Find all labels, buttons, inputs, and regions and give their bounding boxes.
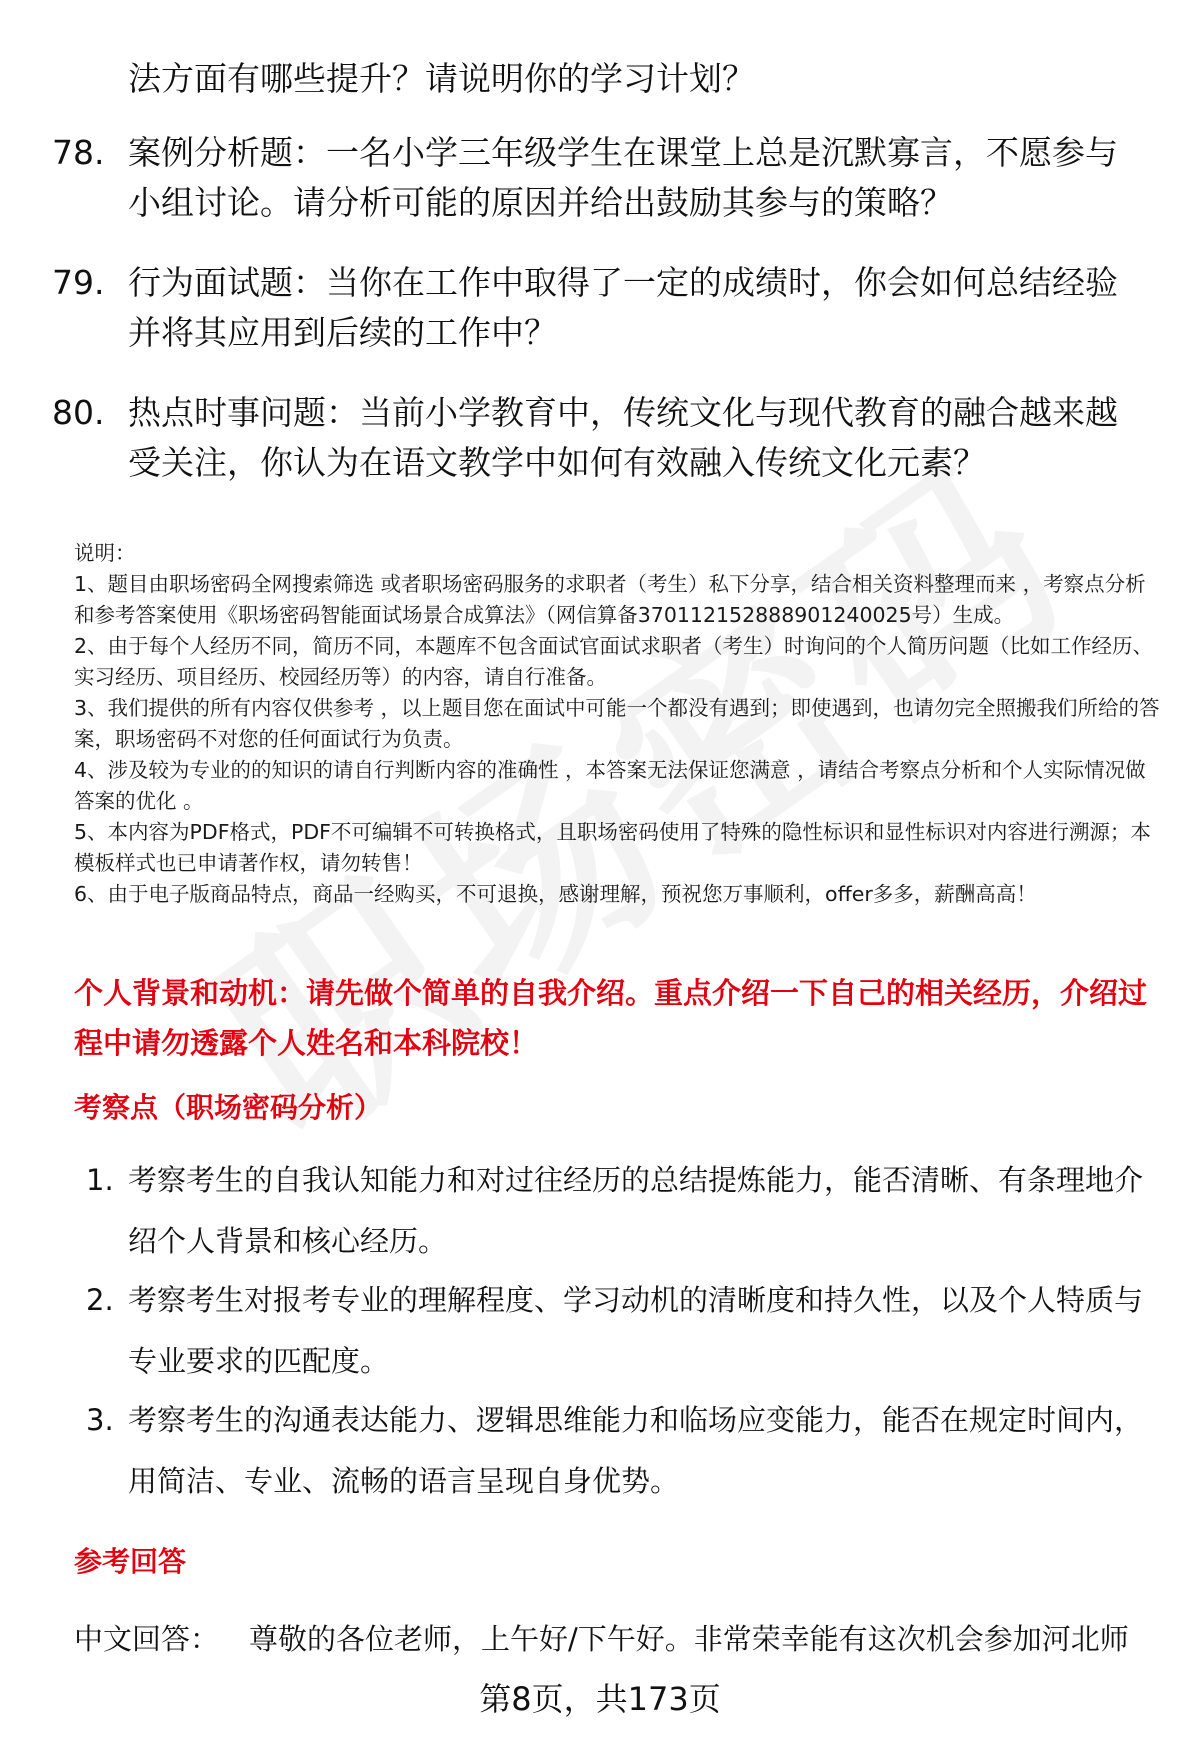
note-item: 1、题目由职场密码全网搜索筛选 或者职场密码服务的求职者（考生）私下分享，结合相关资料整理而来 ，考察点分析和参考答案使用《职场密码智能面试场景合成算法》（网信算备370112152888901240025号）生成。: [74, 572, 1146, 627]
background-question: 个人背景和动机：请先做个简单的自我介绍。重点介绍一下自己的相关经历，介绍过程中请勿透露个人姓名和本科院校！: [74, 976, 1148, 1060]
question-number: 79.: [52, 263, 105, 302]
note-item: 3、我们提供的所有内容仅供参考 ，以上题目您在面试中可能一个都没有遇到；即使遇到，也请勿完全照搬我们所给的答案，职场密码不对您的任何面试行为负责。: [74, 696, 1160, 751]
note-item: 4、涉及较为专业的的知识的请自行判断内容的准确性 ，本答案无法保证您满意 ，请结合考察点分析和个人实际情况做答案的优化 。: [74, 758, 1146, 813]
question-77-continuation: 法方面有哪些提升？请说明你的学习计划？: [128, 59, 755, 98]
focus-item-text: 考察考生的沟通表达能力、逻辑思维能力和临场应变能力，能否在规定时间内，用简洁、专业、流畅的语言呈现自身优势。: [128, 1403, 1144, 1498]
note-item: 2、由于每个人经历不同，简历不同，本题库不包含面试官面试求职者（考生）时询问的个人简历问题（比如工作经历、实习经历、项目经历、校园经历等）的内容，请自行准备。: [74, 634, 1154, 689]
question-79: [52, 258, 1152, 358]
question-text: 案例分析题：一名小学三年级学生在课堂上总是沉默寡言，不愿参与小组讨论。请分析可能的原因并给出鼓励其参与的策略？: [128, 133, 1118, 222]
answer-label: 中文回答：: [74, 1622, 220, 1656]
question-text: 行为面试题：当你在工作中取得了一定的成绩时，你会如何总结经验并将其应用到后续的工作中？: [128, 263, 1118, 352]
question-number: 78.: [52, 133, 105, 172]
focus-item: [74, 1150, 1160, 1272]
note-item: 6、由于电子版商品特点，商品一经购买，不可退换，感谢理解，预祝您万事顺利，offer多多，薪酬高高！: [74, 882, 1037, 906]
page-footer: 第8页，共173页: [479, 1680, 721, 1718]
focus-item-number: 1.: [86, 1163, 114, 1197]
notes-title: 说明：: [74, 541, 136, 565]
focus-heading: 考察点（职场密码分析）: [74, 1091, 383, 1124]
answer-block: [74, 1614, 1160, 1664]
answer-text: 尊敬的各位老师，上午好/下午好。非常荣幸能有这次机会参加河北师: [249, 1622, 1129, 1656]
question-number: 80.: [52, 393, 105, 432]
focus-item: [74, 1390, 1160, 1512]
question-80: [52, 388, 1152, 488]
notes-section: [74, 538, 1160, 910]
focus-item-text: 考察考生对报考专业的理解程度、学习动机的清晰度和持久性，以及个人特质与专业要求的匹配度。: [128, 1283, 1144, 1378]
answer-heading: 参考回答: [74, 1545, 187, 1578]
focus-item: [74, 1270, 1160, 1392]
question-78: [52, 128, 1152, 228]
focus-item-number: 3.: [86, 1403, 114, 1437]
note-item: 5、本内容为PDF格式，PDF不可编辑不可转换格式，且职场密码使用了特殊的隐性标识和显性标识对内容进行溯源；本模板样式也已申请著作权，请勿转售！: [74, 820, 1151, 875]
focus-item-number: 2.: [86, 1283, 114, 1317]
question-text: 热点时事问题：当前小学教育中，传统文化与现代教育的融合越来越受关注，你认为在语文教学中如何有效融入传统文化元素？: [128, 393, 1118, 482]
focus-item-text: 考察考生的自我认知能力和对过往经历的总结提炼能力，能否清晰、有条理地介绍个人背景和核心经历。: [128, 1163, 1144, 1258]
